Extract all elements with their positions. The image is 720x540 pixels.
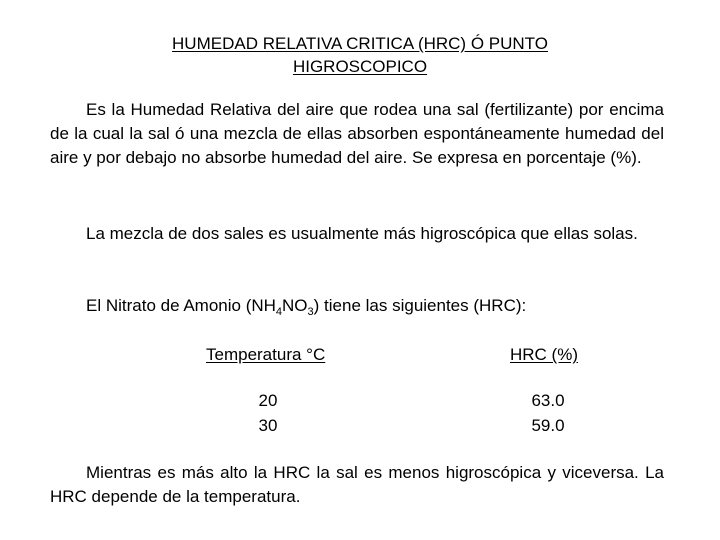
paragraph-definition: Es la Humedad Relativa del aire que rodea una sal (fertilizante) por encima de la cual la sal ó una mezcla de ellas absorben espontáneamente humedad del aire y por debajo no absorbe humedad del aire. Se expresa en porcentaje (%). [50,100,664,167]
table-header-hrc: HRC (%) [510,345,578,364]
paragraph-mixture: La mezcla de dos sales es usualmente más higroscópica que ellas solas. [86,224,638,243]
title-line-2: HIGROSCOPICO [292,57,428,76]
paragraph-conclusion: Mientras es más alto la HRC la sal es menos higroscópica y viceversa. La HRC depende de la temperatura. [50,463,664,506]
document-title [0,32,720,78]
formula-text-post: ) tiene las siguientes (HRC): [313,296,527,315]
formula-text-pre: El Nitrato de Amonio (NH [86,296,276,315]
table-cell-temperature: 20 [258,391,278,410]
table-cell-hrc: 63.0 [531,391,565,410]
table-header-temperature: Temperatura °C [206,345,326,364]
paragraph-ammonium-nitrate [50,294,664,318]
title-line-1: HUMEDAD RELATIVA CRITICA (HRC) Ó PUNTO [172,34,548,53]
formula-subscript-3: 3 [307,306,314,318]
formula-subscript-4: 4 [275,306,283,318]
table-cell-hrc: 59.0 [531,416,565,435]
formula-text-mid: NO [282,296,308,315]
table-cell-temperature: 30 [258,416,278,435]
